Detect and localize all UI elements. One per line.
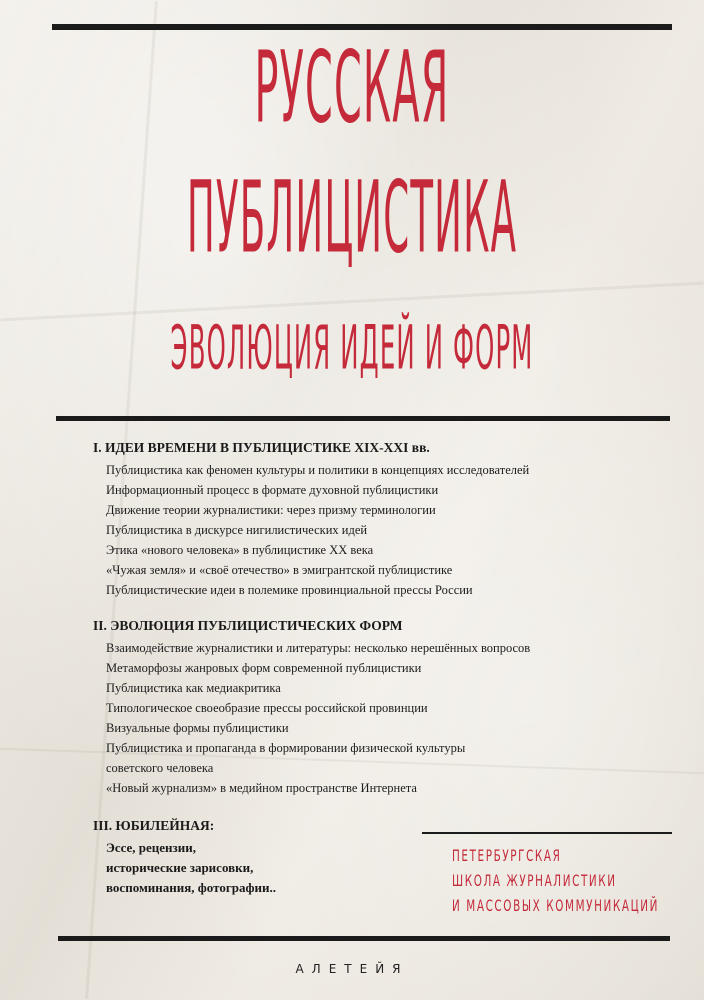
school-name-line-1: ПЕТЕРБУРГСКАЯ	[452, 847, 562, 866]
contents-item: Публицистика в дискурсе нигилистических идей	[106, 523, 368, 537]
contents-item: Визуальные формы публицистики	[106, 721, 289, 735]
title-line-2: ПУБЛИЦИСТИКА	[186, 161, 518, 277]
publisher-name: АЛЕТЕЙЯ	[295, 962, 409, 976]
contents-item: исторические зарисовки,	[106, 860, 254, 875]
contents-item: Метаморфозы жанровых форм современной публицистики	[106, 661, 422, 675]
contents-item: Эссе, рецензии,	[106, 840, 196, 855]
contents-item: Публицистика как феномен культуры и политики в концепциях исследователей	[106, 463, 530, 477]
section-heading-ideas: I. ИДЕИ ВРЕМЕНИ В ПУБЛИЦИСТИКЕ XIX-XXI вв.	[93, 440, 430, 455]
contents-item: Движение теории журналистики: через призму терминологии	[106, 503, 436, 517]
contents-item: Публицистика как медиакритика	[106, 681, 281, 695]
contents-item: Взаимодействие журналистики и литературы: несколько нерешённых вопросов	[106, 641, 531, 655]
title-line-1: РУССКАЯ	[254, 31, 450, 147]
title-divider-rule	[56, 416, 670, 421]
contents-item: советского человека	[106, 761, 214, 775]
contents-item: Публицистика и пропаганда в формировании физической культуры	[106, 741, 466, 755]
section-heading-jubilee: III. ЮБИЛЕЙНАЯ:	[93, 818, 215, 833]
contents-item: «Новый журнализм» в медийном пространстве Интернета	[106, 781, 417, 795]
school-rule	[422, 832, 672, 834]
contents-item: «Чужая земля» и «своё отечество» в эмигрантской публицистике	[106, 563, 453, 577]
contents-item: Публицистические идеи в полемике провинциальной прессы России	[106, 583, 473, 597]
school-name-line-3: И МАССОВЫХ КОММУНИКАЦИЙ	[452, 897, 660, 916]
contents-item: Этика «нового человека» в публицистике XX века	[106, 543, 374, 557]
school-name-line-2: ШКОЛА ЖУРНАЛИСТИКИ	[452, 872, 617, 891]
contents-item: Информационный процесс в формате духовной публицистики	[106, 483, 439, 497]
top-rule	[52, 24, 672, 30]
subtitle: ЭВОЛЮЦИЯ ИДЕЙ И ФОРМ	[170, 311, 534, 384]
bottom-rule	[58, 936, 670, 941]
contents-item: Типологическое своеобразие прессы российской провинции	[106, 701, 428, 715]
section-heading-forms: II. ЭВОЛЮЦИЯ ПУБЛИЦИСТИЧЕСКИХ ФОРМ	[93, 618, 403, 633]
contents-item: воспоминания, фотографии..	[106, 880, 276, 895]
